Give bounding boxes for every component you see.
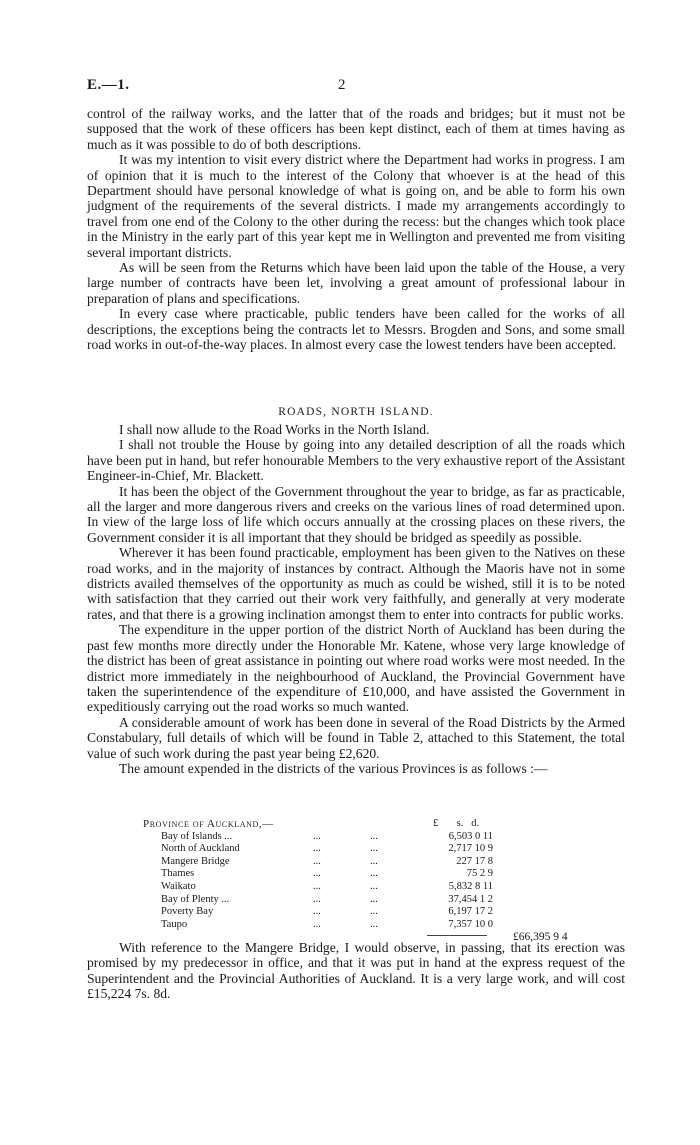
paragraph: In every case where practicable, public tenders have been called for the works of all descriptions, the exceptions being the contracts let to Messrs. Brogden and Sons, and some small road works in out-of-the-way places. In almost every case the lowest tenders have been accepted. (87, 306, 625, 353)
paragraph: As will be seen from the Returns which have been laid upon the table of the House, a very large number of contracts have been let, involving a great amount of professional labour in preparation of plans and specifications. (87, 260, 625, 306)
paragraph: With reference to the Mangere Bridge, I would observe, in passing, that its erection was promised by my predecessor in office, and that it was put in hand at the express request of the Superintendent and the Provincial Authorities of Auckland. It is a very large work, and will cost £15,224 7s. 8d. (87, 940, 625, 1002)
paragraph: The amount expended in the districts of the various Provinces is as follows :— (119, 760, 548, 776)
paragraph: control of the railway works, and the latter that of the roads and bridges; but it must not be supposed that the work of these officers has been kept distinct, each of them at times having as much as it was possible to do of both descriptions. (87, 106, 625, 152)
table-total: £66,395 9 4 (513, 931, 568, 944)
closing-section (87, 940, 625, 1002)
paragraph: It has been the object of the Government throughout the year to bridge, as far as practicable, all the larger and more dangerous rivers and creeks on the various lines of road determined upon. In view of the large loss of life which occurs annually at the crossing places on these rivers, the Government consider it is all important that they should be bridged as speedily as possible. (87, 483, 625, 545)
paragraph: A considerable amount of work has been done in several of the Road Districts by the Armed Constabulary, full details of which will be found in Table 2, attached to this Statement, the total value of such work during the past year being £2,620. (87, 714, 625, 761)
paragraph: It was my intention to visit every district where the Department had works in progress. I am of opinion that it is much to the interest of the Colony that whoever is at the head of this Department should have personal knowledge of what is going on, and be able to form his own judgment of the requirements of the several districts. I made my arrangements accordingly to travel from one end of the Colony to the other during the recess: but the changes which took place in the Ministry in the early part of this year kept me in Wellington and prevented me from visiting several important districts. (87, 152, 625, 260)
expenditure-table (143, 818, 633, 944)
paragraph: The expenditure in the upper portion of the district North of Auckland has been during the past few months more directly under the Honorable Mr. Katene, whose very large knowledge of the district has been of great assistance in pointing out where road works were most needed. In the district more immediately in the neighbourhood of Auckland, the Provincial Government have taken the superintendence of the expenditure of £10,000, and have assisted the Government in expeditiously carrying out the road works so much wanted. (87, 622, 625, 715)
document-reference: E.—1. (87, 77, 130, 93)
table-row: Mangere Bridge ... ... 227 17 8 (161, 855, 493, 867)
table-row: Taupo ... ... 7,357 10 0 (161, 918, 493, 930)
table-heading: Province of Auckland,— (143, 818, 274, 830)
table-row: North of Auckland ... ... 2,717 10 9 (161, 843, 493, 855)
pounds-header: £ (433, 818, 439, 829)
table-row: Waikato ... ... 5,832 8 11 (161, 880, 493, 892)
table-row: Bay of Islands ... ... ... 6,503 0 11 (161, 830, 493, 842)
currency-headers (433, 818, 479, 831)
paragraph: I shall now allude to the Road Works in the North Island. (119, 422, 430, 437)
table-row: Poverty Bay ... ... 6,197 17 2 (161, 906, 493, 918)
roads-section (87, 422, 625, 776)
section-heading: ROADS, NORTH ISLAND. (278, 406, 434, 418)
shillings-header: s. (456, 818, 464, 829)
page-number: 2 (338, 77, 346, 93)
intro-section (87, 106, 625, 353)
paragraph: I shall not trouble the House by going into any detailed description of all the roads which have been put in hand, but refer honourable Members to the very exhaustive report of the Assistant Engineer-in-Chief, Mr. Blackett. (87, 437, 625, 484)
paragraph: Wherever it has been found practicable, employment has been given to the Natives on these road works, and in the majority of instances by contract. Although the Maoris have not in some districts availed themselves of the opportunity as much as could be wished, still it is to be noted with satisfaction that they carried out their work very faithfully, and generally at very moderate rates, and that there is a growing inclination amongst them to enter into contracts for public works. (87, 545, 625, 622)
table-row: Thames ... ... 75 2 9 (161, 868, 493, 880)
table-row: Bay of Plenty ... ... ... 37,454 1 2 (161, 893, 493, 905)
sum-rule (427, 935, 487, 936)
pence-header: d. (471, 818, 480, 829)
